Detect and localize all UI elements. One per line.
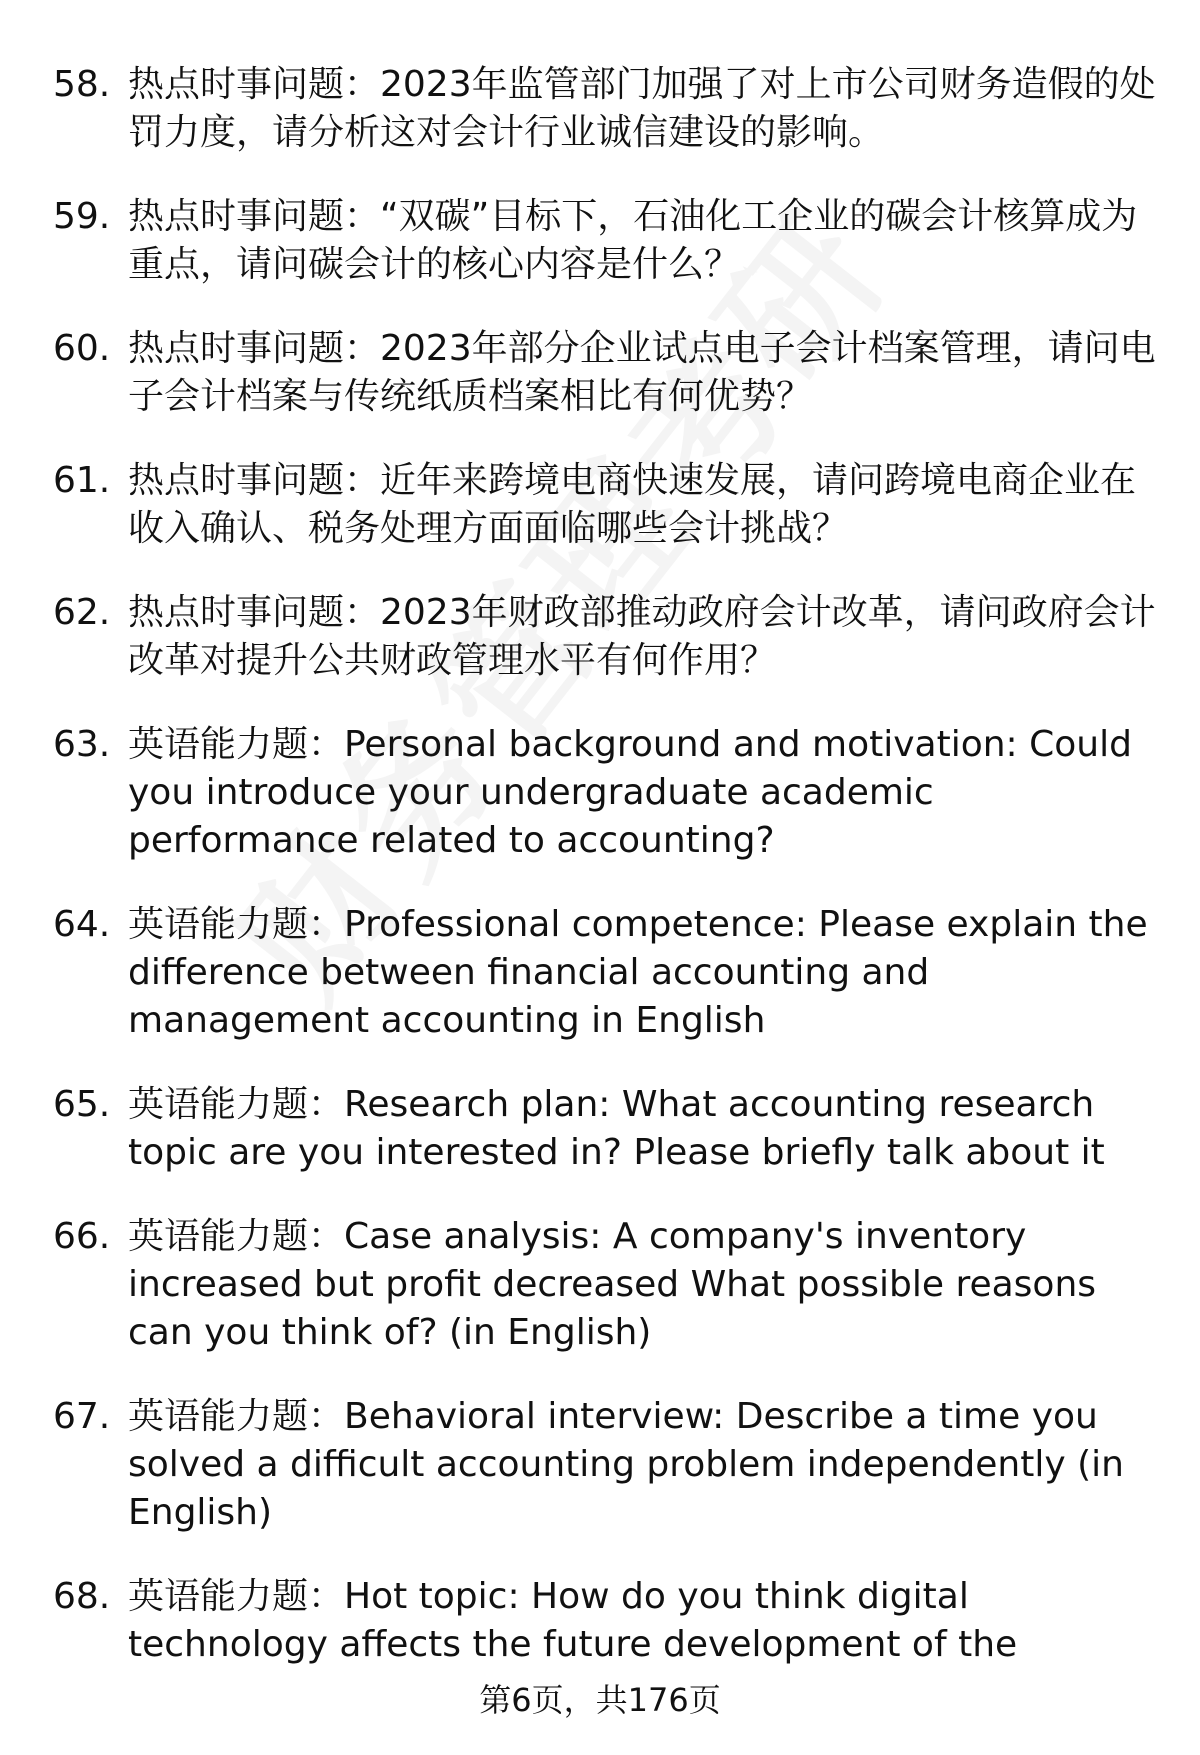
question-text: 英语能力题：Personal background and motivation: Could you introduce your undergraduate academic performance related to accounting? [128,724,1132,861]
question-text: 英语能力题：Professional competence: Please explain the difference between financial accounting and management accounting in English [128,904,1148,1041]
question-text: 英语能力题：Hot topic: How do you think digital technology affects the future development of the [128,1576,1018,1665]
question-text: 热点时事问题：2023年监管部门加强了对上市公司财务造假的处罚力度，请分析这对会计行业诚信建设的影响。 [128,64,1156,153]
question-number: 62. [53,592,111,633]
question-number: 60. [53,328,111,369]
question-text: 英语能力题：Case analysis: A company's inventory increased but profit decreased What possible reasons can you think of? (in English) [128,1216,1097,1353]
question-text: 热点时事问题：2023年财政部推动政府会计改革，请问政府会计改革对提升公共财政管理水平有何作用？ [128,592,1156,681]
question-number: 63. [53,724,111,765]
question-item [0,589,1200,685]
question-number: 64. [53,904,111,945]
question-number: 67. [53,1396,111,1437]
question-item [0,193,1200,289]
question-number: 65. [53,1084,111,1125]
question-item [0,61,1200,157]
question-item [0,1573,1200,1669]
question-text: 热点时事问题：2023年部分企业试点电子会计档案管理，请问电子会计档案与传统纸质档案相比有何优势？ [128,328,1156,417]
question-number: 61. [53,460,111,501]
question-item [0,901,1200,1045]
question-item [0,721,1200,865]
question-item [0,1213,1200,1357]
question-number: 59. [53,196,111,237]
question-item [0,1081,1200,1177]
question-list [0,61,1200,1705]
question-number: 66. [53,1216,111,1257]
question-text: 热点时事问题：“双碳”目标下，石油化工企业的碳会计核算成为重点，请问碳会计的核心内容是什么？ [128,196,1138,285]
page-footer: 第6页，共176页 [479,1681,721,1719]
question-text: 热点时事问题：近年来跨境电商快速发展，请问跨境电商企业在收入确认、税务处理方面面临哪些会计挑战？ [128,460,1137,549]
question-text: 英语能力题：Behavioral interview: Describe a time you solved a difficult accounting problem independently (in English) [128,1396,1124,1533]
question-number: 68. [53,1576,111,1617]
question-item [0,325,1200,421]
question-number: 58. [53,64,111,105]
question-item [0,457,1200,553]
question-text: 英语能力题：Research plan: What accounting research topic are you interested in? Please briefly talk about it [128,1084,1105,1173]
question-item [0,1393,1200,1537]
